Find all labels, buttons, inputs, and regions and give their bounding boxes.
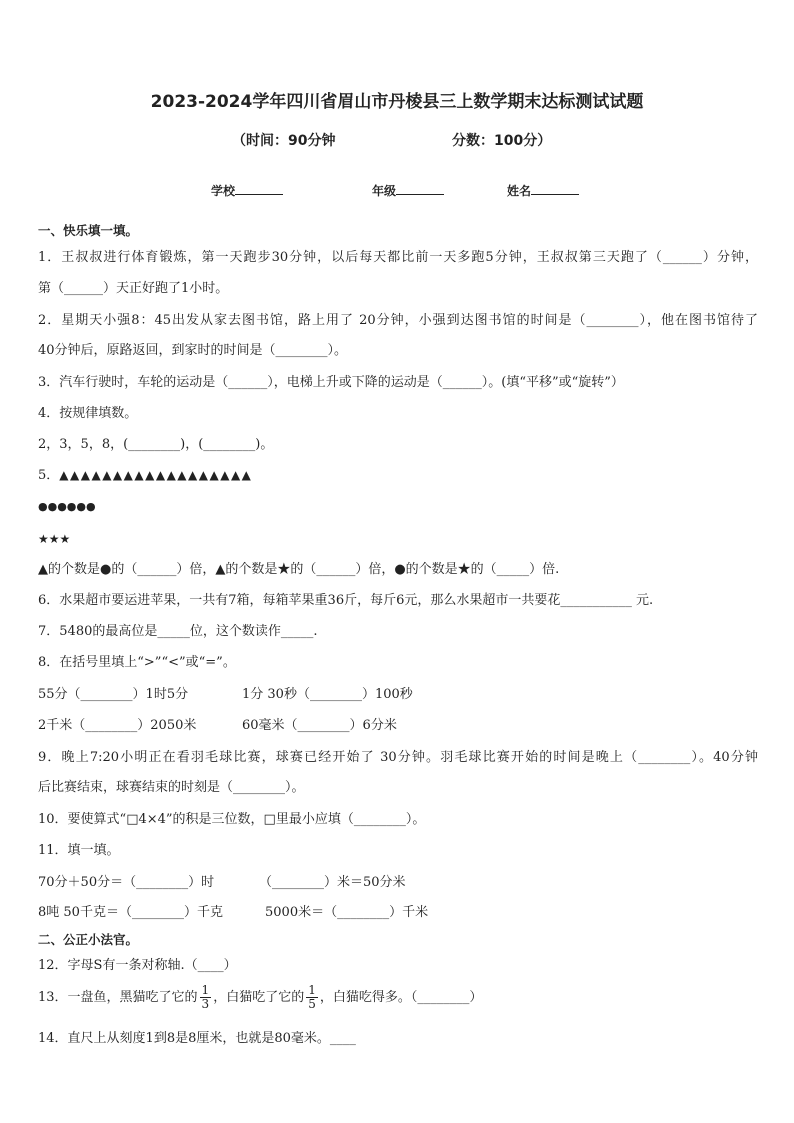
q5-question: ▲的个数是●的（______）倍，▲的个数是★的（______）倍，●的个数是★的（_____）倍. <box>38 562 560 577</box>
q2-line2: 40分钟后，原路返回，到家时的时间是（________）。 <box>38 343 348 358</box>
frac1-numerator: 1 <box>201 983 210 997</box>
school-label: 学校 <box>211 184 236 198</box>
q9-line1: 9．晚上7:20小明正在看羽毛球比赛，球赛已经开始了 30分钟。羽毛球比赛开始的时间是晚上（________）。40分钟 <box>38 750 758 765</box>
q8-row1-right: 1分 30秒（________）100秒 <box>242 687 413 702</box>
q11-row1-left: 70分＋50分＝（________）时 <box>38 875 215 890</box>
q13-part2: ，白猫吃了它的 <box>213 990 305 1005</box>
name-blank[interactable] <box>531 182 579 195</box>
q5-dots: ●●●●●● <box>38 500 96 513</box>
name-label: 姓名 <box>507 184 532 198</box>
q12: 12．字母S有一条对称轴.（____） <box>38 958 237 973</box>
q8-row2-left: 2千米（________）2050米 <box>38 718 197 733</box>
q14: 14．直尺上从刻度1到8是8厘米，也就是80毫米。____ <box>38 1031 356 1046</box>
school-field <box>211 182 283 199</box>
q5-label: 5． <box>38 468 60 483</box>
page-title: 2023-2024学年四川省眉山市丹棱县三上数学期末达标测试试题 <box>150 92 644 112</box>
frac1-denominator: 3 <box>201 997 210 1011</box>
q3: 3．汽车行驶时，车轮的运动是（______），电梯上升或下降的运动是（______）。(填“平移”或“旋转”） <box>38 375 624 390</box>
q11: 11．填一填。 <box>38 843 120 858</box>
q13-part3: ，白猫吃得多。（________） <box>319 990 483 1005</box>
q11-row2-right: 5000米＝（________）千米 <box>265 905 429 920</box>
q10: 10．要使算式“□4×4”的积是三位数，□里最小应填（________）。 <box>38 812 426 827</box>
q1-line1: 1．王叔叔进行体育锻炼，第一天跑步30分钟，以后每天都比前一天多跑5分钟，王叔叔第三天跑了（______）分钟， <box>38 250 758 265</box>
q5-triangles-row <box>38 466 252 485</box>
q5-stars: ★★★ <box>38 532 71 546</box>
q1-line2: 第（______）天正好跑了1小时。 <box>38 281 229 296</box>
q8-row1-left: 55分（________）1时5分 <box>38 687 189 702</box>
q8-row2-right: 60毫米（________）6分米 <box>242 718 397 733</box>
q2-line1: 2．星期天小强8：45出发从家去图书馆，路上用了 20分钟，小强到达图书馆的时间是（________），他在图书馆待了 <box>38 313 758 328</box>
frac2-numerator: 1 <box>308 983 316 997</box>
section2-heading: 二、公正小法官。 <box>38 932 139 947</box>
score-info: 分数：100分） <box>452 133 552 149</box>
grade-field <box>372 182 444 199</box>
section1-heading: 一、快乐填一填。 <box>38 223 139 238</box>
q11-row1-right: （________）米＝50分米 <box>259 875 406 890</box>
time-info: （时间：90分钟 <box>232 133 336 149</box>
name-field <box>507 182 579 199</box>
q6: 6．水果超市要运进苹果，一共有7箱，每箱苹果重36斤，每斤6元，那么水果超市一共要花___________ 元. <box>38 593 654 608</box>
q4: 4．按规律填数。 <box>38 406 138 421</box>
q4-sequence: 2，3，5，8，(________)，(________)。 <box>38 437 274 452</box>
grade-label: 年级 <box>372 184 397 198</box>
q5-triangles: ▲▲▲▲▲▲▲▲▲▲▲▲▲▲▲▲▲▲ <box>59 468 253 482</box>
q9-line2: 后比赛结束，球赛结束的时刻是（________）。 <box>38 780 305 795</box>
q13 <box>38 984 482 1011</box>
fraction-one-fifth <box>306 984 318 1011</box>
q7: 7．5480的最高位是_____位，这个数读作_____. <box>38 624 318 639</box>
school-blank[interactable] <box>235 182 283 195</box>
grade-blank[interactable] <box>396 182 444 195</box>
frac2-denominator: 5 <box>308 997 316 1011</box>
q11-row2-left: 8吨 50千克＝（________）千克 <box>38 905 223 920</box>
fraction-one-third <box>200 984 212 1011</box>
q13-part1: 13．一盘鱼，黑猫吃了它的 <box>38 990 198 1005</box>
q8: 8．在括号里填上“>”“<”或“=”。 <box>38 655 236 670</box>
